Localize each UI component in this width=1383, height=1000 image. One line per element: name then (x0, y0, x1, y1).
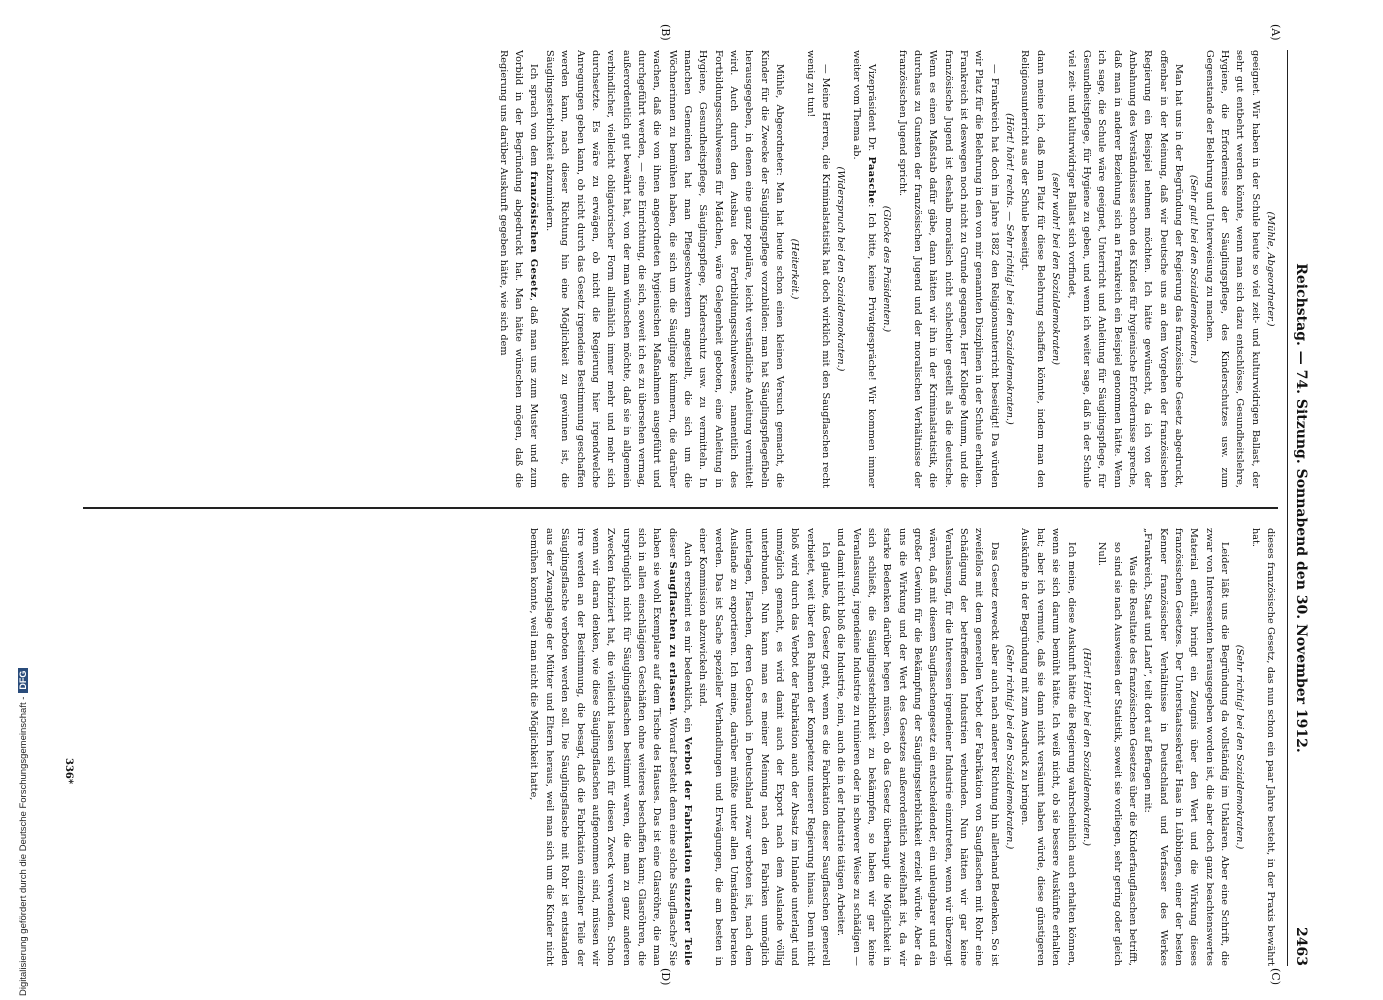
paragraph: — Meine Herren, die Kriminalstatistik hat doch wirklich mit den Saugflaschen recht wenig zu tun! (804, 50, 832, 488)
margin-marker-b: (B) (659, 24, 672, 41)
paragraph: Das Gesetz erweckt aber auch nach anderer Richtung hin allerhand Bedenken. So ist zweifellos mit dem generellen Verbot der Fabrikation von Saugflaschen mit Rohr eine Schädigung der betreffenden Industrien verbunden. Nun hätten wir gar keine Veranlassung, für die Interessen irgendeiner Industrie einzutreten, wenn wir überzeugt wären, daß mit diesem Saugflaschengesetz ein entscheidender, ein unleugbarer und ein großer Gewinn für die Bekämpfung der Säuglingssterblichkeit erzielt würde. Aber da uns die Wirkung und der Wert des Gesetzes außerordentlich zweifelhaft ist, da wir starke Bedenken darüber hegen müssen, ob das Gesetz überhaupt die Möglichkeit in sich schließt, die Säuglingssterblichkeit zu bekämpfen, so haben wir gar keine Veranlassung, irgendeine Industrie zu ruinieren oder in schwerer Weise zu schädigen — und damit nicht bloß die Industrie, nein, auch die in der Industrie tätigen Arbeiter. (835, 528, 1000, 966)
margin-marker-c: (C) (1269, 968, 1282, 985)
margin-marker-d: (D) (659, 968, 672, 986)
page-header (1287, 50, 1312, 966)
dfg-logo: DFG (18, 668, 28, 693)
paragraph (526, 528, 695, 966)
document-page (62, 24, 1312, 986)
paragraph: Ich glaube, daß Gesetz geht, wenn es die Fabrikation dieser Saugflaschen generell verbietet, weit über den Rahmen der Kompetenz unserer Regierung hinaus. Denn nicht bloß wird durch das Verbot der Fabrikation auch der Absatz im Inlande unterlagt und unmöglich gemacht, es wird damit auch der Export nach dem Auslande völlig unterbunden. Nun kann man es meiner Meinung nach den Fabriken unmöglich unterlagen, Flaschen, deren Gebrauch in Deutschland zwar verboten ist, nach dem Auslande zu exportieren. Ich meine, darüber müßte unter allen Umständen beraten werden. Das ist Sache spezieller Verhandlungen und Erwägungen, die am besten in einer Kommission abzuwickeln sind. (697, 528, 832, 966)
right-column (78, 528, 1278, 966)
quotation: Was die Resultate des französischen Gesetzes über die Kinderfaugflaschen betrifft, so sind sie nach Ausweisen der Statistik, soweit sie vorliegen, sehr gering oder gleich Null. (1096, 542, 1138, 966)
interjection: (Hört! hört! rechts. — Sehr richtig! bei den Sozialdemokraten.) (1004, 113, 1016, 425)
margin-marker-a: (A) (1269, 24, 1282, 41)
interjection: (Sehr gut! bei den Sozialdemokraten.) (1188, 174, 1200, 364)
text-run: , daß man uns zum Muster und zum Vorbild in der Begründung abgedruckt hat. Man hätte wünschen mögen, daß die Regierung uns darüber Auskunft gegeben hätte, wie sich dem (497, 50, 540, 488)
speaker-role: Vizepräsident Dr. (866, 64, 878, 157)
paragraph: Ich meine, diese Auskunft hätte die Regierung wahrscheinlich auch erhalten können, wenn sie sich darum bemüht hätte. Ich weiß nicht, ob sie bessere Auskünfte erhalten hat; aber ich vermute, daß sie dann nicht versäumt haben würde, diese günstigeren Auskünfte in der Begründung mit zum Ausdruck zu bringen. (1019, 528, 1077, 966)
signature-mark: 336* (63, 758, 74, 785)
running-title: Reichstag. — 74. Sitzung. Sonnabend den 30. November 1912. (1293, 263, 1309, 753)
emphasis: französischen Gesetz (528, 171, 540, 298)
credit-text: Digitalisierung gefördert durch die Deutsche Forschungsgemeinschaft - (18, 696, 29, 996)
interjection: (Hört! Hört! bei den Sozialdemokraten.) (1080, 647, 1092, 847)
paragraph: dieses französische Gesetz, das nun schon ein paar Jahre besteht, in der Praxis bewährt hat. (1249, 528, 1276, 966)
paragraph: Leider läßt uns die Begründung da vollständig im Unklaren. Aber eine Schrift, die zwar von Interessenten herausgegeben worden ist, die aber doch ganz beachtenswertes Material enthält, bringt ein Zeugnis über den Wert und die Wirkung dieses französischen Gesetzes. Der Unterstaatssekretär Haas in Lübbingen, einer der besten Kenner französischer Verhältnisse in Deutschland und Verfasser des Werkes „Frankreich, Staat und Land“, teilt dort auf Befragen mit: (1142, 528, 1230, 966)
interjection: (Sehr richtig! bei den Sozialdemokraten.) (1004, 644, 1016, 850)
paragraph (848, 50, 879, 488)
interjection: (sehr wahr! bei den Sozialdemokraten) (1050, 172, 1062, 366)
text-run: Auch erscheint es mir bedenklich, ein (681, 542, 693, 737)
emphasis: Saugflaschen zu erlassen (666, 561, 678, 712)
speaker-heading: (Mühle, Abgeordneter.) (1265, 211, 1276, 327)
speech-text: : Ich bitte, keine Privatgespräche! Wir kommen immer weiter vom Thema ab. (850, 50, 878, 488)
text-run: . Worauf besteht denn eine solche Saugflasche? Sie haben sie wohl Exemplare auf dem Tische des Hauses. Das ist eine Glasröhre, die man sich in allen einschlägigen Geschäften ohne weiteres beschaffen kann; Glasröhren, die ursprünglich nicht für Säuglingsflaschen bestimmt waren, die man zu ganz anderen Zwecken fabriziert hat, die vielleicht lassen sich für diesen Zweck verwenden. Schon wenn wir daran denken, wie diese Säuglingsflaschen aufgenommen sind, müssen wir irre werden an der Bestimmung, die besagt, daß die Fabrikation einzelner Teile der Säuglingsflasche verboten werden soll. Die Säuglingsflasche mit Rohr ist entstanden aus der Zwangslage der Mütter und Eltern heraus, weil man sich um die Kinder nicht bemühen konnte, weil man nicht die Möglichkeit hatte, (528, 528, 678, 966)
page-number: 2463 (1293, 927, 1309, 966)
digitization-credit (18, 668, 29, 996)
column-divider (83, 507, 1278, 509)
left-column (78, 50, 1278, 488)
paragraph: — Frankreich hat doch im Jahre 1882 den Religionsunterricht beseitigt! Da würden wir Platz für die Belehrung in den von mir genannten Disziplinen in der Schule erhalten. Frankreich ist deswegen noch nicht zu Grunde gegangen, Herr Kollege Mumm, und die französische Jugend ist deshalb moralisch nicht schlechter gestellt als die deutsche. Wenn es einen Maßstab dafür gäbe, dann hätten wir ihn in der Kriminalstatistik, die durchaus zu Gunsten der französischen Jugend und der moralischen Verhältnisse der französischen Jugend spricht. (896, 50, 1000, 488)
speaker-name: Paasche (866, 156, 878, 205)
interjection: (Widerspruch bei den Sozialdemokraten.) (835, 166, 847, 372)
text-run: dieser (666, 528, 678, 562)
emphasis: Verbot der Fabrikation einzelner Teile (681, 736, 693, 966)
paragraph: Man hat uns in der Begründung der Regierung das französische Gesetz abgedruckt, offenbar in der Meinung, daß wir Deutsche uns an dem Vorgehen der französischen Regierung ein Beispiel nehmen möchten. Ich hätte gewünscht, da ich von der Anbahnung des Verständnisses schon des Kindes für hygienische Erfordernisse spreche, daß man in anderer Beziehung sich an Frankreich ein Beispiel genommen hätte. Wenn ich sage, die Schule wäre geeignet, Unterricht und Anleitung für Säuglingspflege, für Gesundheitspflege, für Hygiene zu geben, und wenn ich weiter sage, daß in der Schule viel zeit- und kulturwidriger Ballast sich vorfindet, (1065, 50, 1184, 488)
interjection: (Sehr richtig! bei den Sozialdemokraten.) (1234, 644, 1246, 850)
paragraph: dann meine ich, daß man Platz für diese Belehrung schaffen könnte, indem man den Religionsunterricht aus der Schule beseitigt. (1019, 50, 1046, 488)
paragraph: geeignet. Wir haben in der Schule heute so viel zeit- und kulturwidrigen Ballast, der sehr gut entbehrt werden könnte, wenn man sich dazu entschlösse, Gesundheitslehre, Hygiene, die Erfordernisse der Säuglingspflege, des Kinderschutzes usw. zum Gegenstande der Belehrung und Unterweisung zu machen. (1203, 50, 1261, 488)
interjection: (Glocke des Präsidenten.) (881, 205, 893, 333)
interjection: (Heiterkeit.) (789, 238, 801, 300)
paragraph: Mühle, Abgeordneter: Man hat heute schon einen kleinen Versuch gemacht, die Kinder für die Zwecke der Säuglingspflege vorzubilden: man hat Säuglingspflegefibeln herausgegeben, in denen eine ganz populäre, leicht verständliche Anleitung vermittelt wird. Auch durch den Ausbau des Fortbildungsschulwesens, namentlich des Fortbildungsschulwesens für Mädchen, wäre Gelegenheit geboten, eine Anleitung in Hygiene, Gesundheitspflege, Säuglingspflege, Kinderschutz usw. zu vermitteln. In manchen Gemeinden hat man Pflegeschwestern angestellt, die sich um die Wöchnerinnen zu bemühen haben, die sich um die Säuglinge kümmern, die darüber wachen, daß die von ihnen angeordneten hygienischen Maßnahmen ausgeführt und durchgeführt werden, — eine Einrichtung, die sich, soweit ich es zu übersehen vermag, außerordentlich gut bewährt hat, von der man wünschen möchte, daß sie in allgemein verbindlicher, vielleicht obligatorischer Form allmählich immer mehr und mehr sich durchsetzte. Es wäre zu erwägen, ob nicht die Regierung hier irgendwelche Anregungen geben kann, ob nicht durch das Gesetz irgendeine Bestimmung geschaffen werden kann, nach dieser Richtung hin eine Möglichkeit zu gewinnen ist, die Säuglingssterblichkeit abzumindern. (543, 50, 785, 488)
text-run: Ich sprach von dem (528, 64, 540, 172)
paragraph (495, 50, 541, 488)
